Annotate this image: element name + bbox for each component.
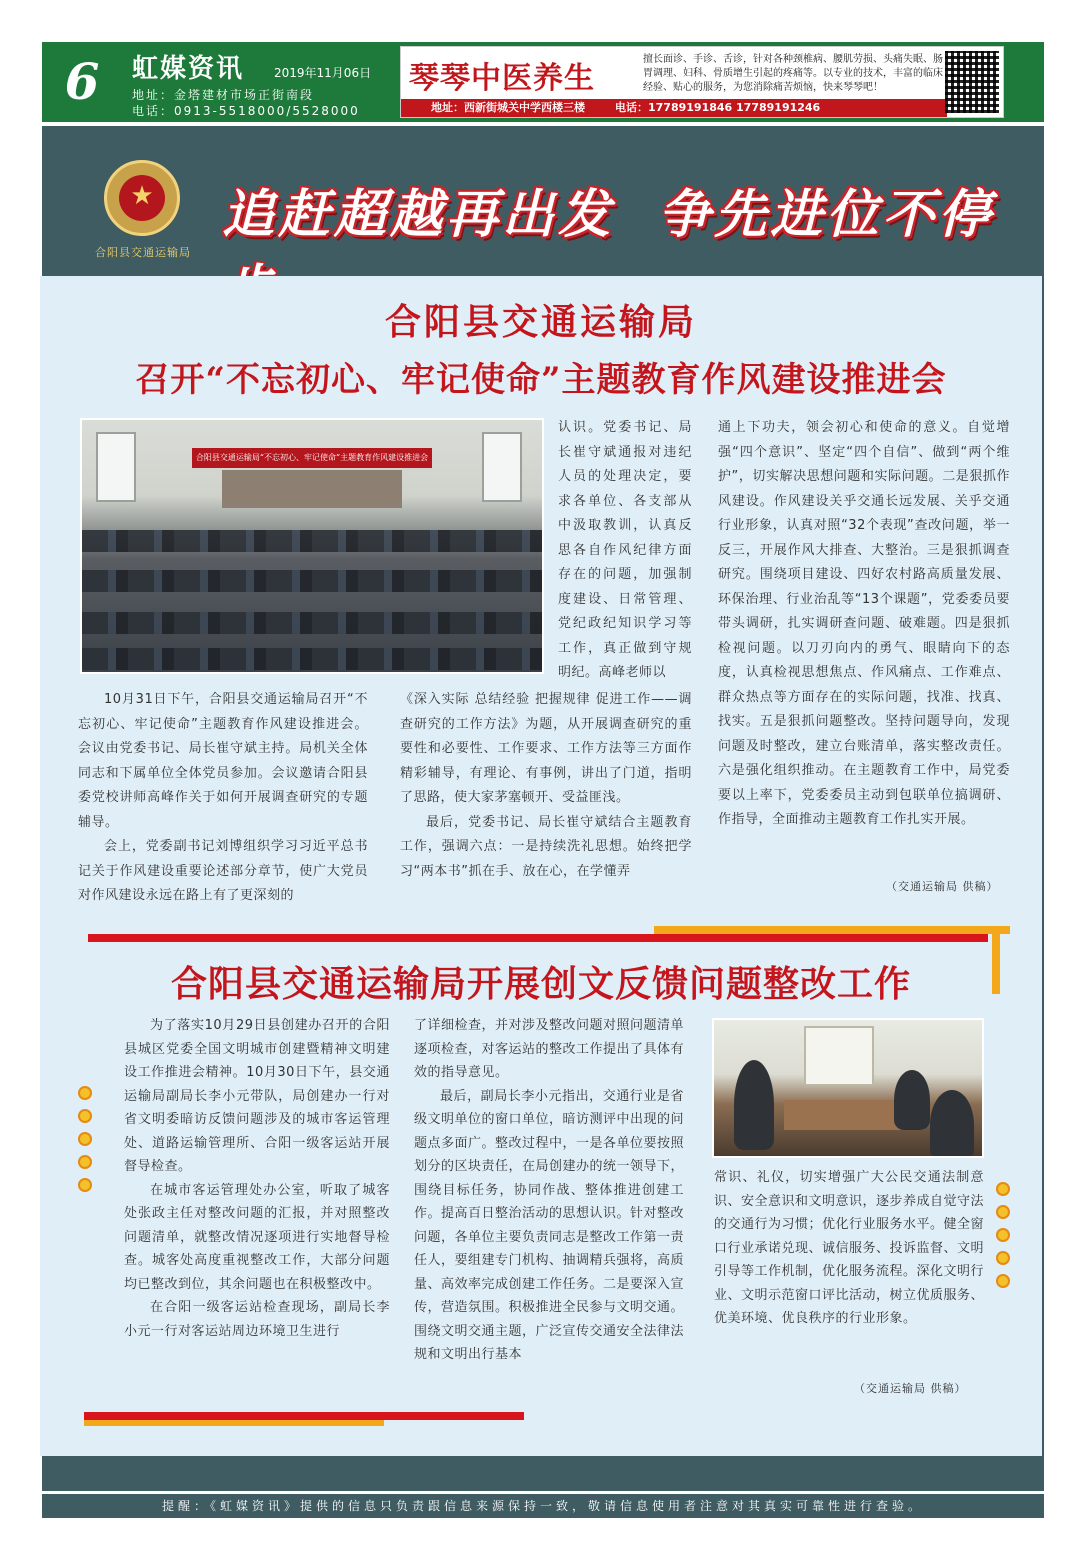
divider-orange — [654, 926, 1010, 934]
article1-col2-bottom — [400, 688, 692, 884]
article1-col2-bottom-text: 《深入实际 总结经验 把握规律 促进工作——调查研究的工作方法》为题，从开展调查研究的重要性和必要性、工作要求、工作方法等三方面作精彩辅导，有理论、有事例，讲出了门道，指明了思路，使大家茅塞顿开、受益匪浅。 — [400, 692, 692, 805]
advertisement[interactable] — [400, 46, 1004, 118]
article1-col2-top-text: 认识。党委书记、局长崔守斌通报对违纪人员的处理决定，要求各单位、各支部从中汲取教训，认真反思各自作风纪律方面存在的问题，加强制度建设、日常管理、党纪政纪知识学习等工作，真正做到守规明纪。高峰老师以 — [558, 420, 692, 680]
ad-address: 地址：西新街城关中学西楼三楼 — [431, 101, 585, 114]
article2-col1-p1: 为了落实10月29日县创建办召开的合阳县城区党委全国文明城市创建暨精神文明建设工作推进会精神。10月30日下午，县交通运输局副局长李小元带队，局创建办一行对省文明委暗访反馈问题涉及的城市客运管理处、道路运输管理所、合阳一级客运站开展督导检查。 — [124, 1018, 390, 1174]
article2-col1-p2: 在城市客运管理处办公室，听取了城客处张政主任对整改问题的汇报，并对照整改问题清单，就整改情况逐项进行实地督导检查。城客处高度重视整改工作，大部分问题均已整改到位，其余问题也在积极整改中。 — [124, 1182, 390, 1292]
divider-red — [88, 934, 988, 942]
article2-credit: （交通运输局 供稿） — [854, 1382, 967, 1395]
brand-name: 虹媒资讯 — [132, 54, 245, 84]
article2-col2-p0: 了详细检查，并对涉及整改问题对照问题清单逐项检查，对客运站的整改工作提出了具体有效的指导意见。 — [414, 1018, 685, 1080]
brand-address: 地址：金塔建材市场正街南段 — [132, 88, 315, 102]
divider-red-bottom — [84, 1412, 524, 1420]
masthead — [42, 42, 1044, 122]
article2-col1 — [124, 1014, 390, 1343]
logo-caption: 合阳县交通运输局 — [95, 246, 191, 259]
article1-col1 — [78, 688, 368, 909]
divider-orange-bottom — [84, 1420, 384, 1426]
article1-col1-p2: 会上，党委副书记刘博组织学习习近平总书记关于作风建设重要论述部分章节，使广大党员对作风建设永远在路上有了更深刻的 — [78, 839, 368, 903]
ad-contact-bar — [401, 99, 947, 117]
window-shape — [482, 432, 522, 502]
stage-shape — [222, 470, 402, 508]
decor-dots-left — [78, 1086, 96, 1201]
qr-code-icon[interactable] — [945, 51, 999, 113]
footer-notice: 提醒：《虹媒资讯》提供的信息只负责跟信息来源保持一致，敬请信息使用者注意对其真实可靠性进行查验。 — [42, 1494, 1044, 1518]
article2-col1-p3: 在合阳一级客运站检查现场，副局长李小元一行对客运站周边环境卫生进行 — [124, 1300, 390, 1339]
audience-row — [82, 648, 542, 670]
person-shape — [894, 1070, 930, 1130]
article1-col3 — [718, 416, 1010, 833]
page-number: 6 — [64, 52, 100, 111]
brand-phone: 电话：0913-5518000/5528000 — [132, 104, 360, 118]
ad-phone: 电话：17789191846 17789191246 — [615, 101, 821, 114]
article1-title-line2: 召开“不忘初心、牢记使命”主题教育作风建设推进会 — [135, 360, 947, 400]
article1-col3-text: 通上下功夫，领会初心和使命的意义。自觉增强“四个意识”、坚定“四个自信”、做到“两个维护”，切实解决思想问题和实际问题。二是狠抓作风建设。作风建设关乎交通长远发展、关乎交通行业形象，认真对照“32个表现”查改问题，举一反三，开展作风大排查、大整治。三是狠抓调查研究。围绕项目建设、四好农村路高质量发展、环保治理、行业治乱等“13个课题”，党委委员要带头调研，扎实调研查问题、破难题。四是狠抓检视问题。以刀刃向内的勇气、眼睛向下的态度，认真检视思想焦点、作风痛点、工作难点、群众热点等方面存在的实际问题，找准、找真、找实。五是狠抓问题整改。坚持问题导向，发现问题及时整改，建立台账清单，落实整改责任。六是强化组织推动。在主题教育工作中，局党委要以上率下，党委委员主动到包联单位搞调研、作指导，全面推动主题教育工作扎实开展。 — [718, 420, 1010, 827]
emblem-icon: ★ — [104, 160, 180, 236]
article1-title-line1: 合阳县交通运输局 — [384, 301, 697, 343]
inspection-photo — [712, 1018, 984, 1158]
issue-date: 2019年11月06日 — [274, 66, 372, 80]
window-shape — [96, 432, 136, 502]
meeting-banner: 合阳县交通运输局“不忘初心、牢记使命”主题教育作风建设推进会 — [192, 448, 432, 468]
decor-dots-right — [996, 1182, 1014, 1297]
slogan-part-2: 争先进位不停 — [658, 184, 995, 245]
article2-col2-p1: 最后，副局长李小元指出，交通行业是省级文明单位的窗口单位，暗访测评中出现的问题点多面广。整改过程中，一是各单位要按照划分的区块责任，在局创建办的统一领导下，围绕目标任务，协同作战、整体推进创建工作。提高百日整治活动的思想认识。针对整改问题，各单位主要负责同志是整改工作第一责任人，要组建专门机构、抽调精兵强将，高质量、高效率完成创建工作任务。二是要深入宣传，营造氛围。积极推进全民参与文明交通。围绕文明交通主题，广泛宣传交通安全法律法规和文明出行基本 — [414, 1088, 685, 1362]
audience-row — [82, 530, 542, 552]
article1-col2-p2: 最后，党委书记、局长崔守斌结合主题教育工作，强调六点：一是持续洗礼思想。始终把学习“两本书”抓在手、放在心，在学懂弄 — [400, 814, 692, 879]
meeting-photo — [80, 418, 544, 674]
article1-credit: （交通运输局 供稿） — [886, 880, 999, 893]
article2-title: 合阳县交通运输局开展创文反馈问题整改工作 — [170, 963, 911, 1005]
article2-col3-text: 常识、礼仪，切实增强广大公民交通法制意识、安全意识和文明意识，逐步养成自觉守法的交通行为习惯；优化行业服务水平。健全窗口行业承诺兑现、诚信服务、投诉监督、文明引导等工作机制，优化服务流程。深化文明行业、文明示范窗口评比活动，树立优质服务、优美环境、优良秩序的行业形象。 — [714, 1170, 985, 1326]
wall-board-shape — [804, 1026, 874, 1086]
article2-col2 — [414, 1014, 684, 1367]
article1-col1-p1: 10月31日下午，合阳县交通运输局召开“不忘初心、牢记使命”主题教育作风建设推进会。会议由党委书记、局长崔守斌主持。局机关全体同志和下属单位全体党员参加。会议邀请合阳县委党校讲师高峰作关于如何开展调查研究的专题辅导。 — [78, 692, 368, 830]
slogan-part-1: 追赶超越再出发 — [222, 184, 615, 245]
ad-description: 擅长面诊、手诊、舌诊，针对各种颈椎病、腰肌劳损、头痛失眠、肠胃调理、妇科、骨质增生引起的疼痛等。以专业的技术，丰富的临床经验、贴心的服务，为您消除痛苦烦恼，快来琴琴吧！ — [643, 54, 943, 93]
article1-col2-top — [558, 416, 692, 686]
article2-col3 — [714, 1166, 984, 1331]
person-shape — [930, 1090, 974, 1158]
audience-row — [82, 612, 542, 634]
audience-row — [82, 570, 542, 592]
person-shape — [734, 1060, 774, 1150]
ad-title: 琴琴中医养生 — [409, 61, 595, 96]
